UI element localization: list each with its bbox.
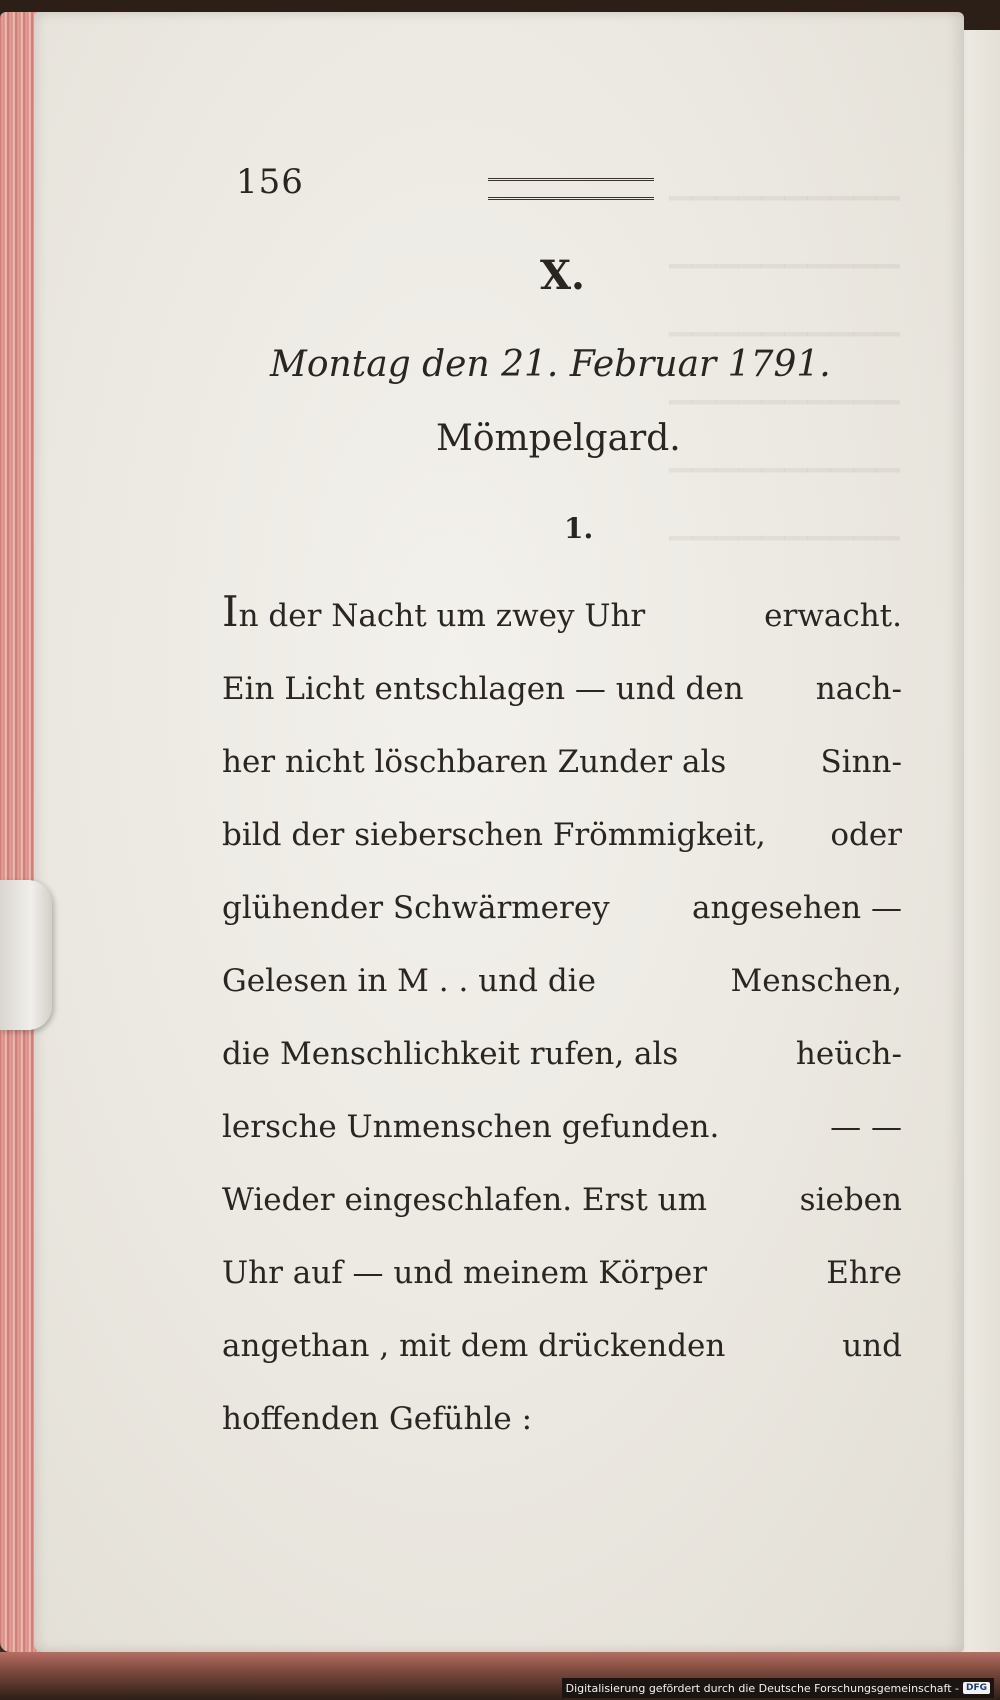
line-text: Wieder eingeschlafen. Erst um [222, 1182, 708, 1218]
credit-text: Digitalisierung gefördert durch die Deutsche Forschungsgemeinschaft - [565, 1681, 959, 1695]
page-clip [0, 880, 52, 1030]
page-number: 156 [236, 162, 304, 202]
line-end: Sinn- [820, 744, 902, 780]
date-line: Montag den 21. Februar 1791. [270, 344, 831, 385]
text-line [222, 1018, 902, 1091]
body-text [222, 580, 902, 1456]
text-line [222, 653, 902, 726]
line-end: heüch- [795, 1036, 902, 1072]
line-end: Menschen, [730, 963, 902, 999]
line-text: die Menschlichkeit rufen, als [222, 1036, 679, 1072]
line-end: angesehen — [691, 890, 902, 926]
line-end: nach- [815, 671, 902, 707]
place-heading: Mömpelgard. [436, 418, 681, 459]
line-end: und [842, 1328, 902, 1364]
dfg-logo: DFG [963, 1682, 990, 1694]
line-end: Ehre [826, 1255, 902, 1291]
line-text: Uhr auf — und meinem Körper [222, 1255, 708, 1291]
text-line [222, 1091, 902, 1164]
line-text: n der Nacht um zwey Uhr [238, 598, 646, 634]
text-line [222, 872, 902, 945]
line-text: her nicht löschbaren Zunder als [222, 744, 727, 780]
line-end: — — [830, 1109, 902, 1145]
chapter-heading: X. [540, 252, 585, 299]
text-line [222, 726, 902, 799]
line-text: angethan , mit dem drückenden [222, 1328, 726, 1364]
line-end: sieben [799, 1182, 902, 1218]
text-line [222, 945, 902, 1018]
text-line [222, 1237, 902, 1310]
line-text: Gelesen in M . . und die [222, 963, 596, 999]
line-text: bild der sieberschen Frömmigkeit, [222, 817, 766, 853]
text-line [222, 799, 902, 872]
text-line [222, 1164, 902, 1237]
line-text: hoffenden Gefühle : [222, 1401, 533, 1437]
digitization-credit [562, 1678, 994, 1698]
section-number: 1. [564, 512, 594, 545]
text-line [222, 1310, 902, 1383]
drop-cap: I [222, 587, 239, 636]
line-text: Ein Licht entschlagen — und den [222, 671, 744, 707]
line-end: oder [830, 817, 902, 853]
line-text: lersche Unmenschen gefunden. [222, 1109, 720, 1145]
text-line [222, 1383, 902, 1456]
text-line [222, 580, 902, 653]
header-ornament [488, 178, 654, 200]
line-text: glühender Schwärmerey [222, 890, 610, 926]
line-end: erwacht. [764, 598, 902, 634]
